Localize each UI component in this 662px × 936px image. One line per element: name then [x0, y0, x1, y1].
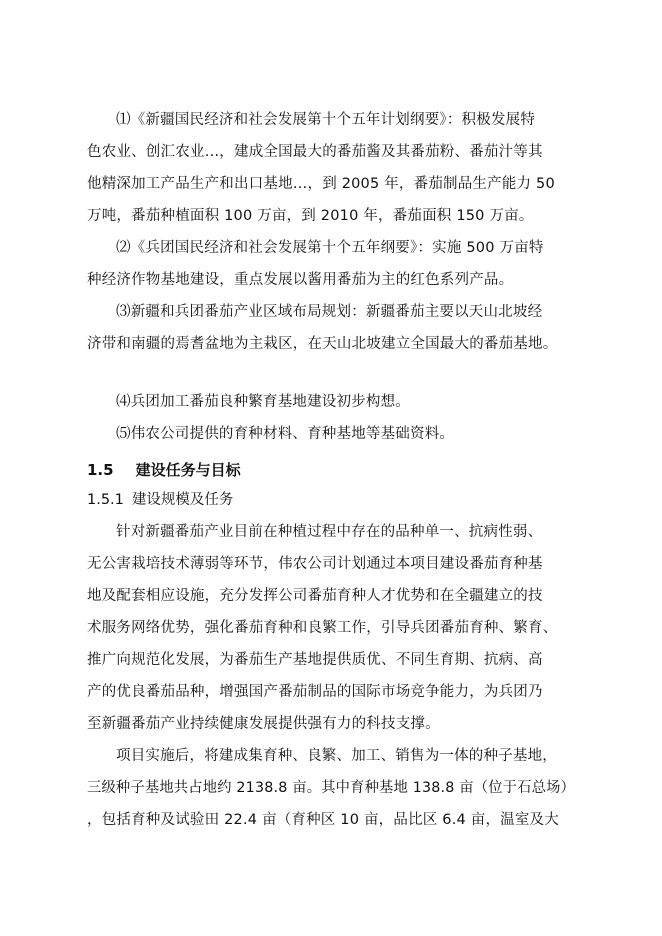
text-line: ⑷兵团加工番茄良种繁育基地建设初步构想。 [116, 394, 410, 410]
text-line: 术服务网络优势，强化番茄育种和良繁工作，引导兵团番茄育种、繁育、 [87, 620, 558, 636]
text-line: 推广向规范化发展，为番茄生产基地提供质优、不同生育期、抗病、高 [87, 652, 543, 668]
subsection-title: 建设规模及任务 [131, 492, 234, 508]
subsection-number: 1.5.1 [87, 492, 124, 508]
text-line: 无公害栽培技术薄弱等环节，伟农公司计划通过本项目建设番茄育种基 [87, 556, 543, 572]
text-line: 三级种子基地共占地约 2138.8 亩。其中育种基地 138.8 亩（位于石总场） [87, 780, 576, 796]
text-line: ，包括育种及试验田 22.4 亩（育种区 10 亩，品比区 6.4 亩，温室及大 [87, 812, 559, 828]
subsection-heading [87, 490, 233, 510]
section-number: 1.5 [87, 461, 114, 479]
text-line: ⑵《兵团国民经济和社会发展第十个五年纲要》：实施 500 万亩特 [116, 240, 544, 256]
text-line: 他精深加工产品生产和出口基地…，到 2005 年，番茄制品生产能力 50 [87, 176, 555, 192]
text-line: ⑴《新疆国民经济和社会发展第十个五年计划纲要》：积极发展特 [116, 112, 536, 128]
text-line: 至新疆番茄产业持续健康发展提供强有力的科技支撑。 [87, 716, 440, 732]
section-title: 建设任务与目标 [135, 461, 241, 479]
text-line: 地及配套相应设施，充分发挥公司番茄育种人才优势和在全疆建立的技 [87, 588, 543, 604]
text-line: 产的优良番茄品种，增强国产番茄制品的国际市场竞争能力，为兵团乃 [87, 684, 543, 700]
text-line: 种经济作物基地建设，重点发展以酱用番茄为主的红色系列产品。 [87, 272, 514, 288]
text-line: ⑶新疆和兵团番茄产业区域布局规划：新疆番茄主要以天山北坡经 [116, 304, 543, 320]
text-line: 万吨，番茄种植面积 100 万亩，到 2010 年，番茄面积 150 万亩。 [87, 208, 534, 224]
text-line: 济带和南疆的焉耆盆地为主栽区，在天山北坡建立全国最大的番茄基地。 [87, 336, 558, 352]
text-line: ⑸伟农公司提供的育种材料、育种基地等基础资料。 [116, 426, 455, 442]
text-line: 针对新疆番茄产业目前在种植过程中存在的品种单一、抗病性弱、 [116, 524, 543, 540]
text-line: 项目实施后，将建成集育种、良繁、加工、销售为一体的种子基地， [116, 748, 557, 764]
text-line: 色农业、创汇农业…，建成全国最大的番茄酱及其番茄粉、番茄汁等其 [87, 144, 543, 160]
section-heading [87, 460, 241, 480]
